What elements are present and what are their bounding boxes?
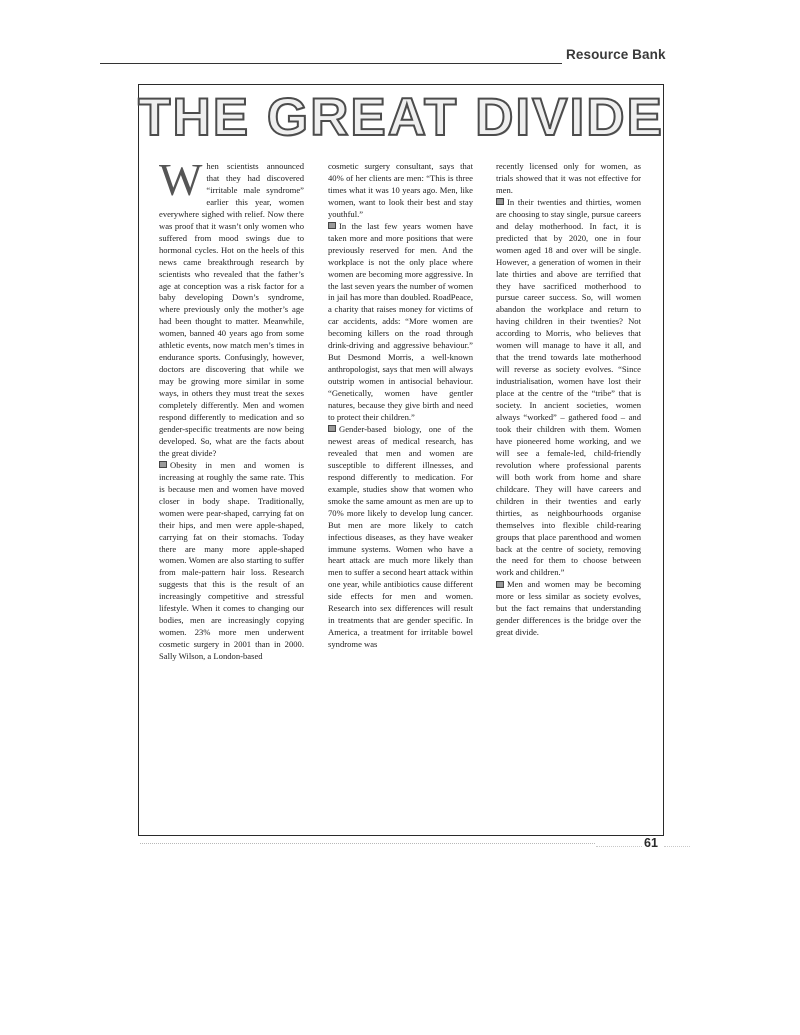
paragraph-3-text: Gender-based biology, one of the newest areas of medical research, has revealed that men and women are susceptible to different illnesses, and respond differently to medication. For example, studies show that women who smoke the same amount as men are up to 70% more likely to develop lung cancer. But men are more likely to catch infectious diseases, as they have weaker immune systems. Women who have a heart attack are much more likely than men to suffer a second heart attack within one year, while antibiotics cause different side effects for men and women. Research into sex differences will result in treatments that are gender specific. In America, a treatment for irritable bowel syndrome was: [328, 423, 473, 650]
paragraph-1: [159, 460, 304, 663]
intro-text: hen scientists announced that they had discovered “irritable male syndrome” earlier this year, women everywhere sighed with relief. Now there was proof that it wasn’t only women who suffered from mood swings due to hormonal cycles. Hot on the heels of this news came breakthrough research by scientists who revealed that the father’s age at conception was a risk factor for a baby developing Down’s syndrome, where previously only the mother’s age had been thought to matter. Meanwhile, women, banned 40 years ago from some athletic events, now match men’s times in endurance sports. Confusingly, however, doctors are discovering that while we may be growing more similar in some ways, in others they must treat the sexes completely differently. Men and women respond differently to medication and so gender-specific treatments are now being developed. So, what are the facts about the great divide?: [159, 161, 304, 458]
paragraph-3-continued: [496, 161, 641, 197]
paragraph-3: [328, 424, 473, 651]
paragraph-3-cont-text: recently licensed only for women, as trials showed that it was not effective for men.: [496, 161, 641, 195]
article-title: THE GREAT DIVIDE: [138, 88, 664, 147]
intro-paragraph: [159, 154, 304, 460]
section-label: Resource Bank: [566, 47, 666, 62]
paragraph-4: [496, 197, 641, 580]
paragraph-4-text: In their twenties and thirties, women are choosing to stay single, pursue careers and delay motherhood. In fact, it is predicted that by 2020, one in four women aged 18 and over will be single. However, a generation of women in their late thirties and above are terrified that they have sacrificed motherhood to pursue career success. So, will women abandon the workplace and return to having children in their twenties? Not according to Morris, who believes that women will manage to have it all, and that the trend towards late motherhood will reverse as society evolves. “Since industrialisation, women have lost their place at the centre of the “tribe” that is society. In ancient societies, women always “worked” – gathered food – and took their children with them. Women have pioneered home working, and we will see a female-led, child-friendly revolution where professional parents will both work from home and share childcare. They will have careers and children in their twenties and early thirties, as neighbourhoods organise themselves into flexible child-rearing groups that place parenthood and women back at the centre of society, removing the need for them to choose between work and children.”: [496, 196, 641, 578]
square-bullet-icon: [496, 581, 504, 588]
square-bullet-icon: [159, 461, 167, 468]
paragraph-1-cont-text: cosmetic surgery consultant, says that 40% of her clients are men: “This is three times what it was 10 years ago. Men, like women, want to look their best and stay youthful.”: [328, 161, 473, 219]
page-number-dots-right: [664, 846, 690, 847]
square-bullet-icon: [496, 198, 504, 205]
paragraph-5-text: Men and women may be becoming more or less similar as society evolves, but the fact remains that understanding gender differences is the bridge over the great divide.: [496, 579, 641, 638]
drop-cap: W: [159, 154, 203, 205]
square-bullet-icon: [328, 425, 336, 432]
paragraph-1-continued: [328, 161, 473, 221]
article-column-3: [496, 161, 641, 639]
page-number-dots-left: [596, 846, 642, 847]
article-column-2: [328, 161, 473, 651]
article-column-1: [159, 154, 304, 663]
page-number: 61: [644, 836, 658, 850]
paragraph-5: [496, 579, 641, 639]
paragraph-1-text: Obesity in men and women is increasing at roughly the same rate. This is because men and women have moved closer in body shape. Traditionally, women were pear-shaped, carrying fat on their hips, and men were apple-shaped, carrying fat on their stomachs. Today there are many more apple-shaped women. Women are also starting to suffer from male-pattern hair loss. Research suggests that this is the result of an increasingly competitive and stressful lifestyle. When it comes to changing our bodies, men are increasingly copying women. 23% more men underwent cosmetic surgery in 2001 than in 2000. Sally Wilson, a London-based: [159, 459, 304, 662]
footer-rule: [140, 843, 595, 844]
paragraph-2-text: In the last few years women have taken more and more positions that were previously reserved for men. And the workplace is not the only place where women are becoming more aggressive. In the last seven years the number of women in jail has more than doubled. RoadPeace, a charity that raises money for victims of car accidents, adds: “More women are becoming killers on the road through drink-driving and aggressive behaviour.” But Desmond Morris, a well-known anthropologist, says that men will always outstrip women in antisocial behaviour. “Genetically, women have gentler natures, because they give birth and need to protect their children.”: [328, 220, 473, 423]
paragraph-2: [328, 221, 473, 424]
square-bullet-icon: [328, 222, 336, 229]
header-rule: [100, 63, 562, 64]
